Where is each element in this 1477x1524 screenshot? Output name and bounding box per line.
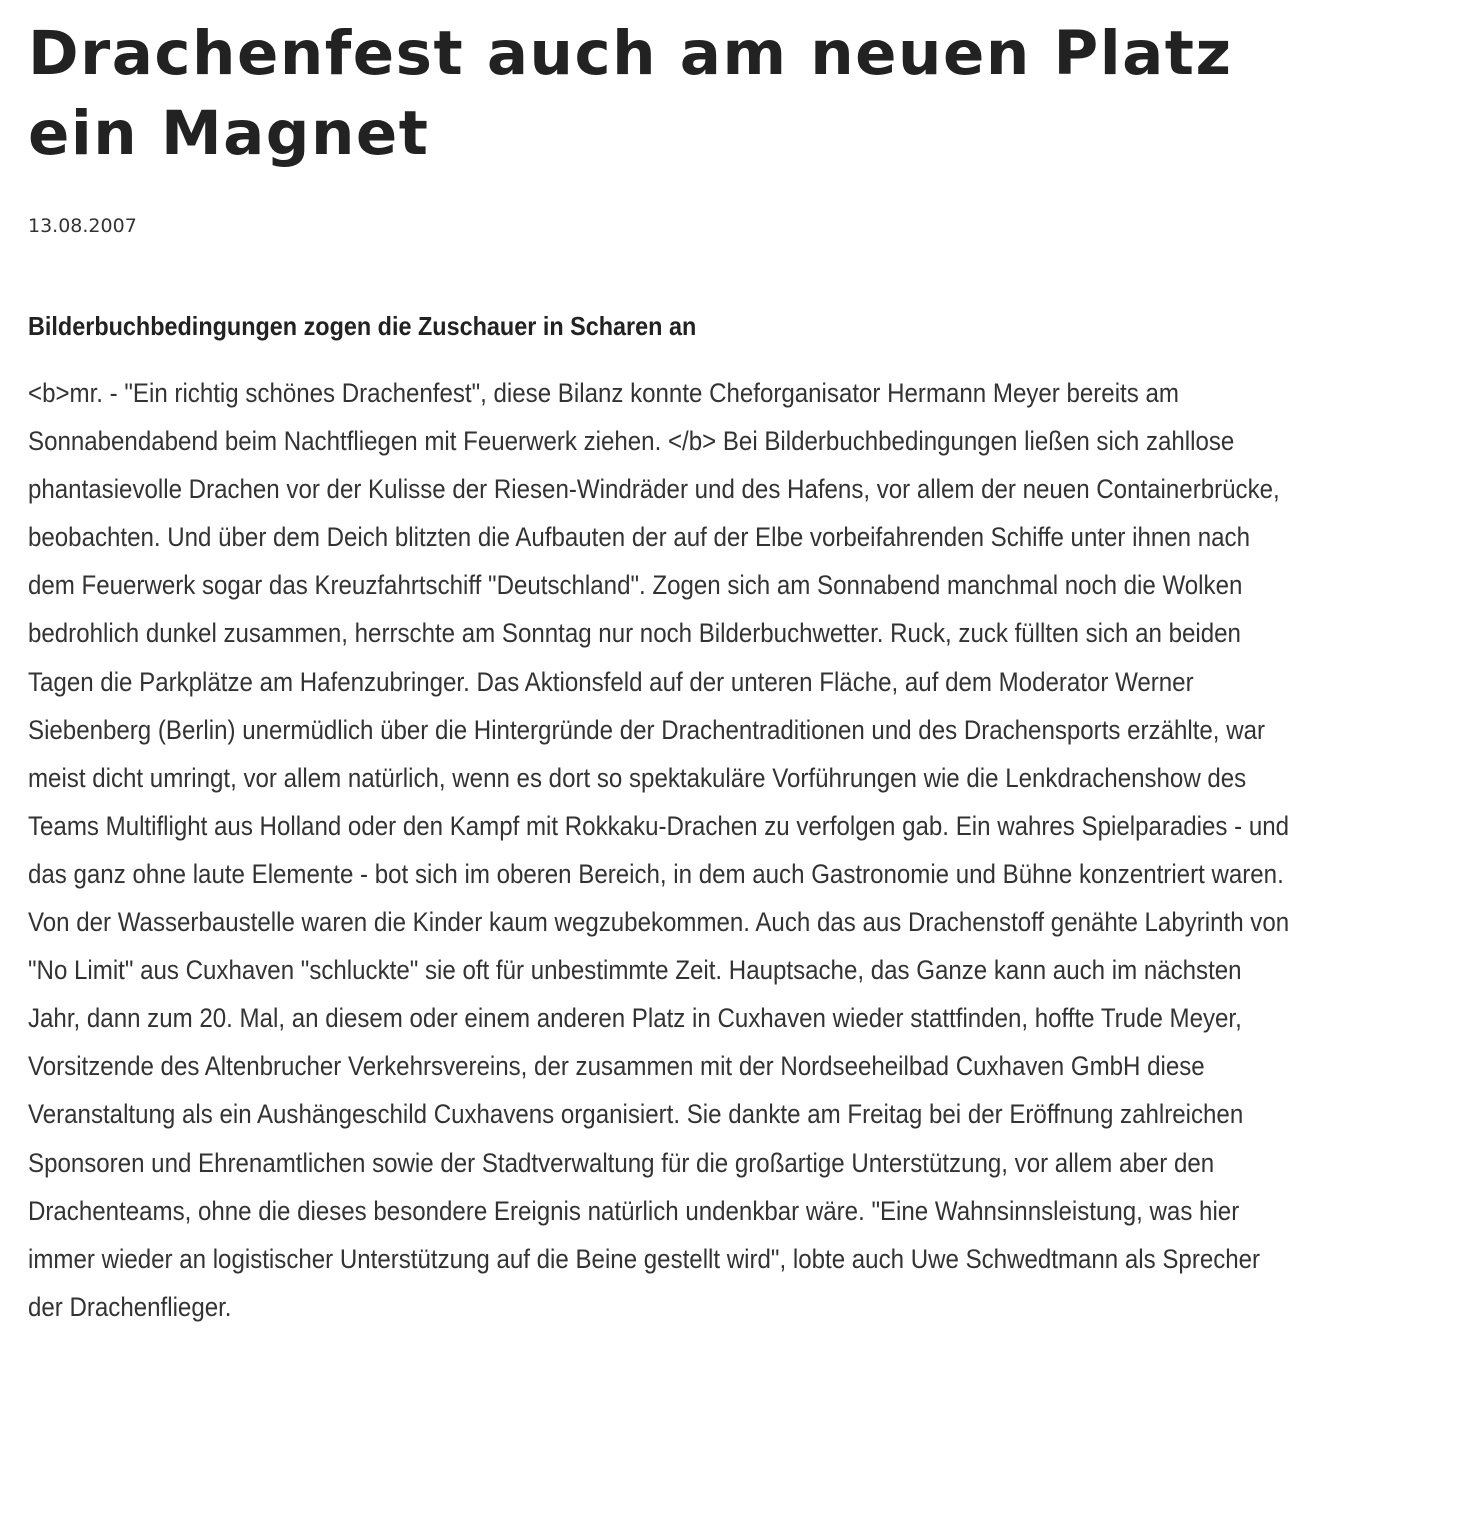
article — [28, 14, 1318, 1331]
article-date: 13.08.2007 — [28, 215, 137, 237]
article-subtitle: Bilderbuchbedingungen zogen die Zuschauer in Scharen an — [28, 311, 697, 341]
article-body: <b>mr. - "Ein richtig schönes Drachenfest", diese Bilanz konnte Cheforganisator Hermann Meyer bereits am Sonnabendabend beim Nachtfliegen mit Feuerwerk ziehen. </b> Bei Bilderbuchbedingungen ließen sich zahllose phantasievolle Drachen vor der Kulisse der Riesen-Windräder und des Hafens, vor allem der neuen Containerbrücke, beobachten. Und über dem Deich blitzten die Aufbauten der auf der Elbe vorbeifahrenden Schiffe unter ihnen nach dem Feuerwerk sogar das Kreuzfahrtschiff "Deutschland". Zogen sich am Sonnabend manchmal noch die Wolken bedrohlich dunkel zusammen, herrschte am Sonntag nur noch Bilderbuchwetter. Ruck, zuck füllten sich an beiden Tagen die Parkplätze am Hafenzubringer. Das Aktionsfeld auf der unteren Fläche, auf dem Moderator Werner Siebenberg (Berlin) unermüdlich über die Hintergründe der Drachentraditionen und des Drachensports erzählte, war meist dicht umringt, vor allem natürlich, wenn es dort so spektakuläre Vorführungen wie die Lenkdrachenshow des Teams Multiflight aus Holland oder den Kampf mit Rokkaku-Drachen zu verfolgen gab. Ein wahres Spielparadies - und das ganz ohne laute Elemente - bot sich im oberen Bereich, in dem auch Gastronomie und Bühne konzentriert waren. Von der Wasserbaustelle waren die Kinder kaum wegzubekommen. Auch das aus Drachenstoff genähte Labyrinth von "No Limit" aus Cuxhaven "schluckte" sie oft für unbestimmte Zeit. Hauptsache, das Ganze kann auch im nächsten Jahr, dann zum 20. Mal, an diesem oder einem anderen Platz in Cuxhaven wieder stattfinden, hoffte Trude Meyer, Vorsitzende des Altenbrucher Verkehrsvereins, der zusammen mit der Nordseeheilbad Cuxhaven GmbH diese Veranstaltung als ein Aushängeschild Cuxhavens organisiert. Sie dankte am Freitag bei der Eröffnung zahlreichen Sponsoren und Ehrenamtlichen sowie der Stadtverwaltung für die großartige Unterstützung, vor allem aber den Drachenteams, ohne die dieses besondere Ereignis natürlich undenkbar wäre. "Eine Wahnsinnsleistung, was hier immer wieder an logistischer Unterstützung auf die Beine gestellt wird", lobte auch Uwe Schwedtmann als Sprecher der Drachenflieger. — [28, 378, 1290, 1322]
article-title: Drachenfest auch am neuen Platz ein Magnet — [28, 18, 1233, 169]
